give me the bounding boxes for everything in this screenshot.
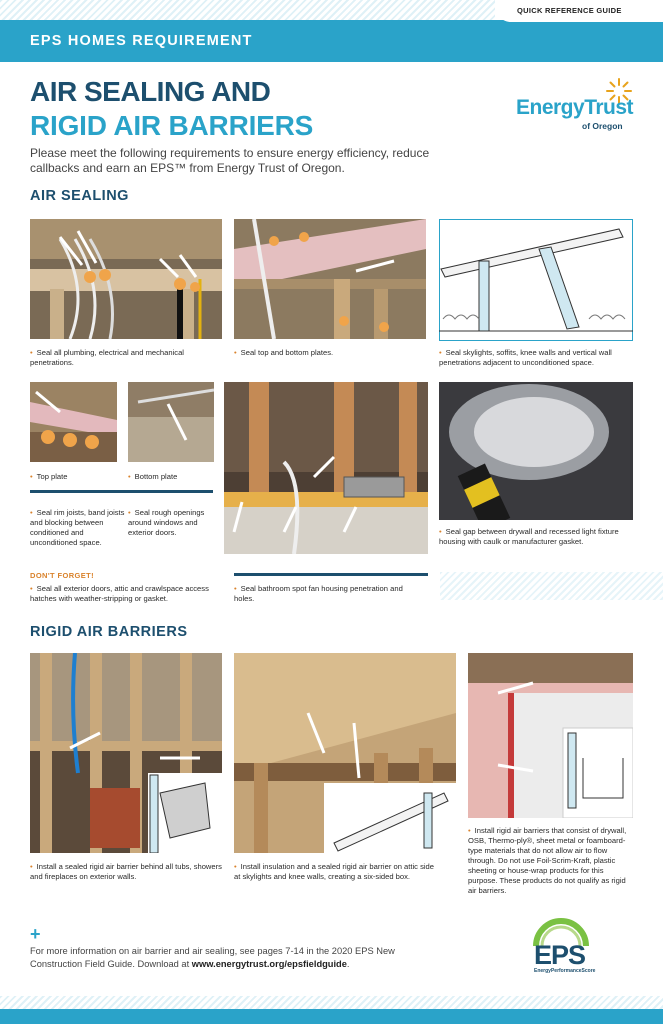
- top-bottom-plates-photo: [234, 219, 426, 339]
- page-title-line2: RIGID AIR BARRIERS: [30, 110, 314, 141]
- air-sealing-heading: AIR SEALING: [30, 188, 129, 204]
- caption-tubs: • Install a sealed rigid air barrier behind all tubs, showers and fireplaces on exterior walls.: [30, 862, 222, 882]
- recessed-light-photo: [439, 382, 633, 520]
- energy-trust-logo: EnergyTrust: [516, 96, 634, 119]
- top-stripe-pattern: [0, 0, 495, 20]
- caption-plates: • Seal top and bottom plates.: [234, 348, 426, 358]
- caption-skylights: • Seal skylights, soffits, knee walls and vertical wall penetrations adjacent to unconditioned space.: [439, 348, 633, 368]
- dont-forget-stripe: [440, 572, 663, 600]
- band-title: EPS HOMES REQUIREMENT: [30, 33, 253, 49]
- skylight-soffit-diagram: [439, 219, 633, 341]
- eps-logo: EPS: [534, 940, 586, 970]
- caption-recessed-light: • Seal gap between drywall and recessed light fixture housing with caulk or manufacturer gasket.: [439, 527, 633, 547]
- dont-forget-rule: [234, 573, 428, 576]
- field-guide-link[interactable]: www.energytrust.org/epsfieldguide: [191, 959, 347, 969]
- caption-rough-openings: • Seal rough openings around windows and exterior doors.: [128, 508, 216, 538]
- rigid-materials-photo: [468, 653, 633, 818]
- footer-text-body: For more information on air barrier and air sealing, see pages 7-14 in the 2020 EPS New Construction Field Guide. Download at: [30, 946, 395, 969]
- caption-plumbing: • Seal all plumbing, electrical and mechanical penetrations.: [30, 348, 222, 368]
- caption-rim-joists: • Seal rim joists, band joists and blocking between conditioned and unconditioned space.: [30, 508, 125, 548]
- intro-text: Please meet the following requirements to ensure energy efficiency, reduce callbacks and earn an EPS™ from Energy Trust of Oregon.: [30, 146, 430, 175]
- footer-text: For more information on air barrier and air sealing, see pages 7-14 in the 2020 EPS New Construction Field Guide. Download at www.energytrust.org/epsfieldguide.: [30, 946, 395, 969]
- caption-bathroom-fan: • Seal bathroom spot fan housing penetration and holes.: [234, 584, 414, 604]
- page-title-line1: AIR SEALING AND: [30, 76, 271, 107]
- caption-insulation: • Install insulation and a sealed rigid air barrier on attic side at skylights and knee walls, creating a six-sided box.: [234, 862, 434, 882]
- dont-forget-label: DON'T FORGET!: [30, 571, 95, 580]
- caption-bottom-plate: • Bottom plate: [128, 472, 177, 482]
- caption-exterior-doors: • Seal all exterior doors, attic and crawlspace access hatches with weather-stripping or gasket.: [30, 584, 226, 604]
- plumbing-penetrations-photo: [30, 219, 222, 339]
- quick-reference-label: QUICK REFERENCE GUIDE: [517, 6, 622, 15]
- rigid-air-barriers-heading: RIGID AIR BARRIERS: [30, 624, 188, 640]
- energy-trust-logo-sub: of Oregon: [582, 121, 623, 131]
- divider-rule: [30, 490, 213, 493]
- caption-rigid-materials: • Install rigid air barriers that consist of drywall, OSB, Thermo-ply®, sheet metal or foamboard-type materials that do not allow air to flow through. Do not use Foil-Scrim-Kraft, plastic sheeting or house-wrap products for this purpose. These products do not qualify as rigid air barriers.: [468, 826, 633, 896]
- attic-knee-wall-photo: [234, 653, 456, 853]
- plus-icon: +: [30, 924, 41, 944]
- bottom-band: [0, 1009, 663, 1024]
- caption-top-plate: • Top plate: [30, 472, 68, 482]
- eps-logo-sub: EnergyPerformanceScore: [534, 968, 596, 974]
- top-plate-photo: [30, 382, 117, 462]
- tub-barrier-photo: [30, 653, 222, 853]
- bottom-plate-photo: [128, 382, 214, 462]
- rim-joists-photo: [224, 382, 428, 554]
